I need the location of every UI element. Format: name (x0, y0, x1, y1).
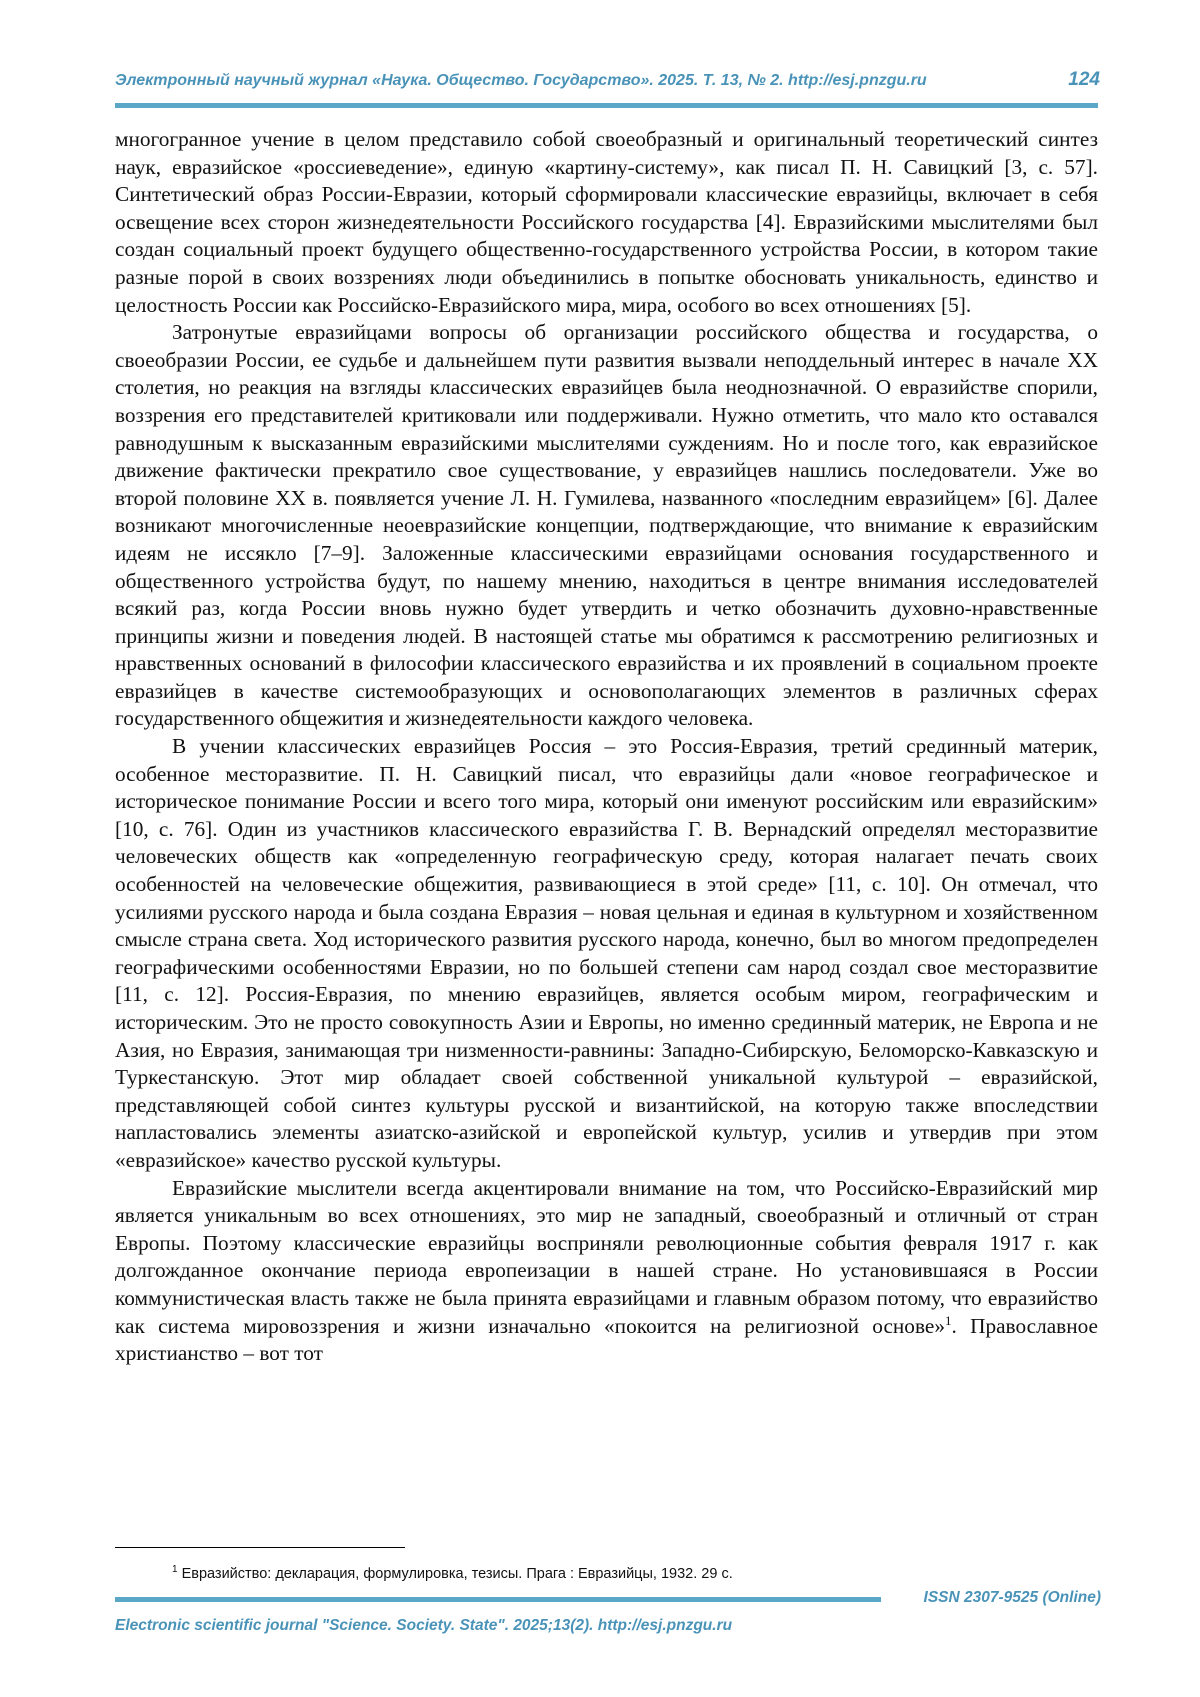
issn: ISSN 2307-9525 (Online) (923, 1589, 1101, 1606)
article-body (115, 126, 1098, 1368)
footnote-text: Евразийство: декларация, формулировка, тезисы. Прага : Евразийцы, 1932. 29 с. (177, 1566, 733, 1582)
footnote-number: 1 (172, 1564, 178, 1576)
header-rule (115, 103, 1098, 108)
paragraph-1: многогранное учение в целом представило собой своеобразный и оригинальный теоретический синтез наук, евразийское «россиеведение», единую «картину-систему», как писал П. Н. Савицкий [3, с. 57]. Синтетический образ России-Евразии, который сформировали классические евразийцы, включает в себя освещение всех сторон жизнедеятельности Российского государства [4]. Евразийскими мыслителями был создан социальный проект будущего общественно-государственного устройства России, в котором такие разные порой в своих воззрениях люди объединились в попытке обосновать уникальность, единство и целостность России как Российско-Евразийского мира, мира, особого во всех отношениях [5]. (115, 127, 1098, 317)
paragraph-2: Затронутые евразийцами вопросы об организации российского общества и государства, о своеобразии России, ее судьбе и дальнейшем пути развития вызвали неподдельный интерес в начале XX столетия, но реакция на взгляды классических евразийцев была неоднозначной. О евразийстве спорили, воззрения его представителей критиковали или поддерживали. Нужно отметить, что мало кто оставался равнодушным к высказанным евразийскими мыслителями суждениям. Но и после того, как евразийское движение фактически прекратило свое существование, у евразийцев нашлись последователи. Уже во второй половине XX в. появляется учение Л. Н. Гумилева, названного «последним евразийцем» [6]. Далее возникают многочисленные неоевразийские концепции, подтверждающие, что внимание к евразийским идеям не иссякло [7–9]. Заложенные классическими евразийцами основания государственного и общественного устройства будут, по нашему мнению, находиться в центре внимания исследователей всякий раз, когда России вновь нужно будет утвердить и четко обозначить духовно-нравственные принципы жизни и поведения людей. В настоящей статье мы обратимся к рассмотрению религиозных и нравственных оснований в философии классического евразийства и их проявлений в социальном проекте евразийцев в качестве системообразующих и основополагающих элементов в различных сферах государственного общежития и жизнедеятельности каждого человека. (115, 320, 1098, 731)
running-header (115, 69, 1100, 90)
footnote (172, 1566, 1072, 1582)
footer-journal: Electronic scientific journal "Science. Society. State". 2025;13(2). http://esj.pnzgu.ru (115, 1617, 733, 1634)
paragraph-4-text: Евразийские мыслители всегда акцентировали внимание на том, что Российско-Евразийский мир является уникальным во всех отношениях, это мир не западный, своеобразный и отличный от стран Европы. Поэтому классические евразийцы восприняли революционные события февраля 1917 г. как долгожданное окончание периода европеизации в нашей стране. Но установившаяся в России коммунистическая власть также не была принята евразийцами и главным образом потому, что евразийство как система мировоззрения и жизни изначально «покоится на религиозной основе» (115, 1175, 1098, 1338)
paragraph-4-tail: . Православное христианство – вот тот (115, 1313, 1098, 1366)
footnote-rule (115, 1547, 405, 1548)
journal-title: Электронный научный журнал «Наука. Общество. Государство». 2025. Т. 13, № 2. http://esj.pnzgu.ru (115, 72, 927, 89)
footnote-marker[interactable]: 1 (944, 1312, 952, 1328)
footer-rule (115, 1597, 881, 1602)
paragraph-3: В учении классических евразийцев Россия – это Россия-Евразия, третий срединный материк, особенное месторазвитие. П. Н. Савицкий писал, что евразийцы дали «новое географическое и историческое понимание России и всего того мира, который они именуют российским или евразийским» [10, с. 76]. Один из участников классического евразийства Г. В. Вернадский определял месторазвитие человеческих обществ как «определенную географическую среду, которая налагает печать своих особенностей на человеческие общежития, развивающиеся в этой среде» [11, с. 10]. Он отмечал, что усилиями русского народа и была создана Евразия – новая цельная и единая в культурном и хозяйственном смысле страна света. Ход исторического развития русского народа, конечно, был во многом предопределен географическими особенностями Евразии, но по большей степени сам народ создал свое месторазвитие [11, с. 12]. Россия-Евразия, по мнению евразийцев, является особым миром, географическим и историческим. Это не просто совокупность Азии и Европы, но именно срединный материк, не Европа и не Азия, но Евразия, занимающая три низменности-равнины: Западно-Сибирскую, Беломорско-Кавказскую и Туркестанскую. Этот мир обладает своей собственной уникальной культурой – евразийской, представляющей собой синтез культуры русской и византийской, на которую также впоследствии напластовались элементы азиатско-азийской и европейской культур, усилив и утвердив при этом «евразийское» качество русской культуры. (115, 734, 1098, 1172)
paragraph-4 (115, 1175, 1098, 1368)
page-number: 124 (1068, 69, 1100, 90)
